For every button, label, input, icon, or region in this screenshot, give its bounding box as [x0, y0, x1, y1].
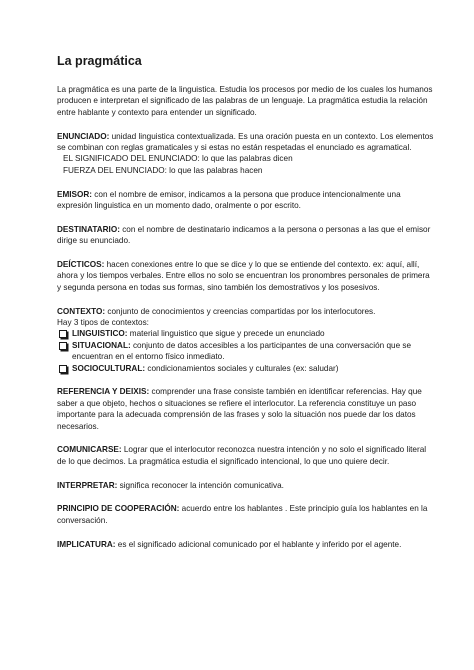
enunciado-paragraph — [57, 131, 434, 177]
list-item-term: SITUACIONAL: — [72, 340, 131, 350]
destinatario-paragraph — [57, 224, 434, 247]
checkbox-bullet-icon — [59, 365, 67, 373]
destinatario-text: con el nombre de destinatario indicamos a la persona o personas a las que el emisor dirige su enunciado. — [57, 224, 431, 246]
checkbox-bullet-icon — [59, 342, 67, 350]
emisor-text: con el nombre de emisor, indicamos a la persona que produce intencionalmente una expresión linguistica en un momento dado, oralmente o por escrito. — [57, 189, 401, 211]
list-item-term: SOCIOCULTURAL: — [72, 363, 146, 373]
list-item-text: conjunto de datos accesibles a los participantes de una conversación que se encuentran en el entorno físico inmediato. — [72, 340, 412, 362]
deicticos-text: hacen conexiones entre lo que se dice y lo que se entiende del contexto. ex: aquí, allí, ahora y los tiempos verbales. Entre ellos no solo se encuentran los pronombres personales de primera y segunda persona en todas sus formas, sino también los demostrativos y los posesivos. — [57, 260, 430, 292]
deicticos-paragraph — [57, 259, 434, 293]
contexto-text: conjunto de conocimientos y creencias compartidas por los interlocutores. — [105, 306, 376, 316]
interpretar-term: INTERPRETAR: — [57, 480, 118, 490]
contexto-term: CONTEXTO: — [57, 306, 106, 316]
page-title: La pragmática — [57, 54, 142, 68]
deicticos-term: DEÍCTICOS: — [57, 260, 105, 270]
list-item-text: material linguistico que sigue y precede un enunciado — [127, 329, 325, 339]
cooperacion-paragraph — [57, 503, 434, 526]
list-item-text: condicionamientos sociales y culturales (ex: saludar) — [145, 363, 339, 373]
comunicarse-text: Lograr que el interlocutor reconozca nuestra intención y no solo el significado literal de lo que decimos. La pragmática estudia el significado intencional, lo que uno quiere decir. — [57, 445, 427, 466]
contexto-paragraph — [57, 306, 434, 317]
contexto-list — [57, 328, 434, 374]
intro-paragraph: La pragmática es una parte de la linguistica. Estudia los procesos por medio de los cuales los humanos producen e interpretan el significado de las palabras de un lenguaje. La pragmática estudia la relación entre hablante y contexto para entender un significado. — [57, 85, 433, 117]
interpretar-paragraph — [57, 480, 434, 491]
implicatura-term: IMPLICATURA: — [57, 539, 116, 549]
referencia-paragraph — [57, 386, 434, 432]
cooperacion-text: acuerdo entre los hablantes . Este principio guía los hablantes en la conversación. — [57, 504, 428, 525]
list-item — [57, 340, 434, 363]
implicatura-paragraph — [57, 539, 434, 550]
referencia-text: comprender una frase consiste también en identificar referencias. Hay que saber a que objeto, hechos o situaciones se refiere el interlocutor. La referencia constituye un paso importante para la adecuada comprensión de las frases y solo la situación nos puede dar los datos necesarios. — [57, 387, 422, 431]
emisor-term: EMISOR: — [57, 189, 93, 199]
enunciado-line-fuerza: FUERZA DEL ENUNCIADO: lo que las palabras hacen — [63, 165, 263, 175]
list-item — [57, 328, 434, 339]
checkbox-bullet-icon — [59, 330, 67, 338]
list-item-term: LINGUISTICO: — [72, 329, 128, 339]
contexto-block — [57, 306, 434, 374]
enunciado-term: ENUNCIADO: — [57, 131, 110, 141]
enunciado-text: unidad linguistica contextualizada. Es una oración puesta en un contexto. Los elementos se combinan con reglas gramaticales y si estas no están respetadas el enunciado es agramatical. — [57, 131, 434, 153]
referencia-term: REFERENCIA Y DEIXIS: — [57, 387, 150, 397]
destinatario-term: DESTINATARIO: — [57, 224, 120, 234]
enunciado-line-significado: EL SIGNIFICADO DEL ENUNCIADO: lo que las palabras dicen — [63, 154, 293, 164]
implicatura-text: es el significado adicional comunicado por el hablante y inferido por el agente. — [115, 539, 402, 549]
list-item — [57, 363, 434, 374]
comunicarse-paragraph — [57, 444, 434, 467]
interpretar-text: significa reconocer la intención comunicativa. — [117, 480, 284, 490]
comunicarse-term: COMUNICARSE: — [57, 445, 122, 455]
contexto-subtitle: Hay 3 tipos de contextos: — [57, 318, 149, 328]
cooperacion-term: PRINCIPIO DE COOPERACIÓN: — [57, 504, 180, 514]
emisor-paragraph — [57, 189, 434, 212]
